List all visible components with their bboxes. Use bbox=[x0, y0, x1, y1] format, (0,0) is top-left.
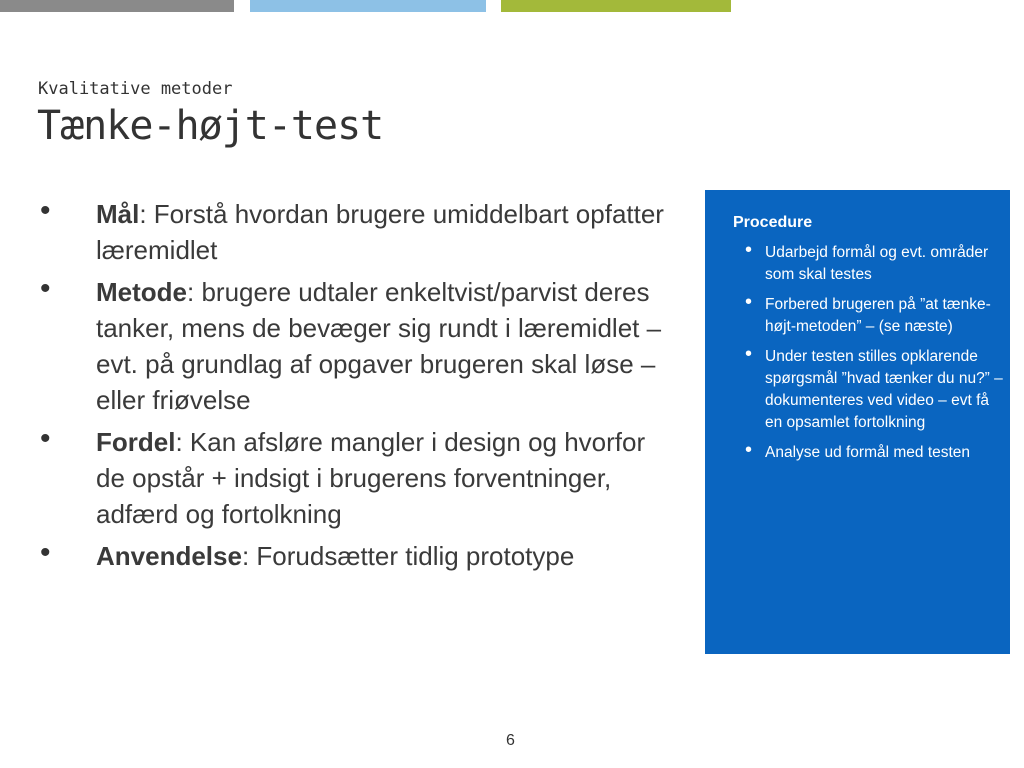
bullet-fordel bbox=[40, 424, 680, 532]
procedure-item bbox=[745, 291, 1005, 338]
bullet-dot-icon: • bbox=[40, 536, 51, 569]
procedure-list bbox=[745, 239, 1005, 472]
procedure-item-text: Forbered brugeren på ”at tænke-højt-metoden” – (se næste) bbox=[765, 296, 991, 335]
procedure-heading: Procedure bbox=[733, 214, 813, 231]
bullet-metode bbox=[40, 274, 680, 418]
bullet-maal bbox=[40, 196, 680, 268]
bullet-text: : Forstå hvordan brugere umiddelbart opfatter læremidlet bbox=[96, 199, 664, 265]
main-bullet-list bbox=[40, 196, 680, 580]
slide-subtitle: Kvalitative metoder bbox=[38, 79, 233, 99]
bullet-label: Fordel bbox=[96, 427, 176, 457]
procedure-item bbox=[745, 239, 1005, 286]
bullet-dot-icon: • bbox=[40, 194, 51, 227]
bullet-dot-icon: • bbox=[40, 422, 51, 455]
bullet-text: : brugere udtaler enkeltvist/parvist deres tanker, mens de bevæger sig rundt i læremidlet – evt. på grundlag af opgaver brugeren skal løse – eller friøvelse bbox=[96, 277, 662, 415]
procedure-item-text: Analyse ud formål med testen bbox=[765, 444, 971, 461]
bullet-dot-icon: • bbox=[40, 272, 51, 305]
page-number: 6 bbox=[506, 732, 515, 749]
bullet-label: Metode bbox=[96, 277, 187, 307]
top-bar-gray bbox=[0, 0, 234, 12]
bullet-label: Anvendelse bbox=[96, 541, 242, 571]
procedure-item bbox=[745, 439, 1005, 464]
bullet-label: Mål bbox=[96, 199, 140, 229]
bullet-text: : Kan afsløre mangler i design og hvorfor de opstår + indsigt i brugerens forventninger, adfærd og fortolkning bbox=[96, 427, 646, 529]
bullet-dot-icon: • bbox=[745, 291, 753, 313]
top-bar-green bbox=[501, 0, 731, 12]
procedure-box bbox=[705, 190, 1010, 654]
bullet-text: : Forudsætter tidlig prototype bbox=[241, 541, 575, 571]
procedure-item bbox=[745, 343, 1005, 434]
bullet-dot-icon: • bbox=[745, 239, 753, 261]
top-bar-blue bbox=[250, 0, 486, 12]
procedure-item-text: Under testen stilles opklarende spørgsmål ”hvad tænker du nu?” – dokumenteres ved video – evt få en opsamlet fortolkning bbox=[765, 348, 1003, 431]
bullet-dot-icon: • bbox=[745, 343, 753, 365]
bullet-dot-icon: • bbox=[745, 439, 753, 461]
slide-title: Tænke-højt-test bbox=[37, 103, 384, 149]
bullet-anvendelse bbox=[40, 538, 680, 574]
procedure-item-text: Udarbejd formål og evt. områder som skal testes bbox=[765, 244, 989, 283]
